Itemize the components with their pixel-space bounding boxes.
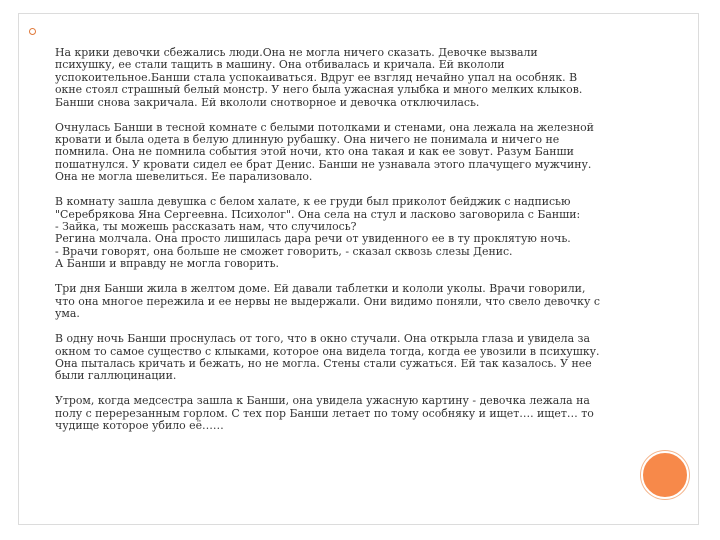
text-line: "Серебрякова Яна Сергеевна. Психолог". Она села на стул и ласково заговорила с Банши:: [55, 207, 581, 221]
text-line: На крики девочки сбежались люди.Она не могла ничего сказать. Девочке вызвали: [55, 46, 538, 59]
text-line: Она пыталась кричать и бежать, но не могла. Стены стали сужаться. Ей так казалось. У нее: [55, 356, 592, 370]
text-line: - Врачи говорят, она больше не сможет говорить, - сказал сквозь слезы Денис.: [55, 244, 513, 258]
text-line: успокоительное.Банши стала успокаиваться. Вдруг ее взгляд нечайно упал на особняк. В: [55, 70, 578, 84]
paragraph-3: [55, 196, 640, 270]
orange-circle-decoration: [641, 451, 689, 499]
text-line: Банши снова закричала. Ей вкололи снотворное и девочка отключилась.: [55, 95, 480, 109]
paragraph-2: [55, 122, 640, 184]
paragraph-4: [55, 283, 640, 320]
text-line: кровати и была одета в белую длинную рубашку. Она ничего не понимала и ничего не: [55, 133, 560, 147]
bullet-circle-icon: [29, 28, 36, 35]
text-line: чудище которое убило её……: [55, 419, 224, 433]
text-line: В комнату зашла девушка с белом халате, к ее груди был приколот бейджик с надписью: [55, 195, 571, 209]
text-line: помнила. Она не помнила события этой ночи, кто она такая и как ее зовут. Разум Банши: [55, 145, 574, 159]
story-text: [55, 47, 640, 445]
text-line: психушку, ее стали тащить в машину. Она отбивалась и кричала. Ей вкололи: [55, 58, 505, 72]
text-line: Три дня Банши жила в желтом доме. Ей давали таблетки и кололи уколы. Врачи говорили,: [55, 282, 586, 296]
paragraph-5: [55, 333, 640, 383]
text-line: - Зайка, ты можешь рассказать нам, что случилось?: [55, 220, 357, 234]
text-line: Она не могла шевелиться. Ее парализовало.: [55, 170, 313, 184]
text-line: окном то самое существо с клыками, которое она видела тогда, когда ее увозили в психушку.: [55, 344, 600, 358]
text-line: В одну ночь Банши проснулась от того, что в окно стучали. Она открыла глаза и увидела за: [55, 332, 590, 346]
text-line: пошатнулся. У кровати сидел ее брат Денис. Банши не узнавала этого плачущего мужчину.: [55, 157, 592, 171]
text-line: окне стоял страшный белый монстр. У него была ужасная улыбка и много мелких клыков.: [55, 83, 583, 97]
paragraph-1: [55, 47, 640, 109]
text-line: Регина молчала. Она просто лишилась дара речи от увиденного ее в ту проклятую ночь.: [55, 232, 571, 246]
text-line: ума.: [55, 307, 80, 321]
text-line: А Банши и вправду не могла говорить.: [55, 257, 279, 271]
text-line: что она многое пережила и ее нервы не выдержали. Они видимо поняли, что свело девочку с: [55, 294, 600, 308]
paragraph-6: [55, 395, 640, 432]
text-line: полу с перерезанным горлом. С тех пор Банши летает по тому особняку и ищет…. ищет… то: [55, 406, 594, 420]
text-line: были галлюцинации.: [55, 369, 177, 383]
text-line: Утром, когда медсестра зашла к Банши, она увидела ужасную картину - девочка лежала на: [55, 394, 590, 408]
text-line: Очнулась Банши в тесной комнате с белыми потолками и стенами, она лежала на железной: [55, 120, 594, 134]
